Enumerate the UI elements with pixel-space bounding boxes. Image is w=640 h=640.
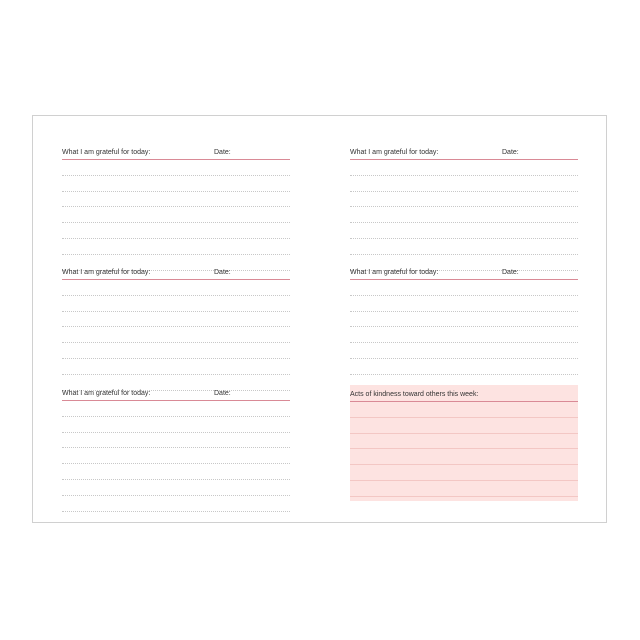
writing-line[interactable]: [62, 327, 290, 343]
writing-lines[interactable]: [350, 160, 578, 271]
writing-line[interactable]: [350, 312, 578, 328]
writing-line[interactable]: [350, 465, 578, 481]
gratitude-prompt: What I am grateful for today:: [62, 390, 151, 397]
writing-line[interactable]: [62, 343, 290, 359]
writing-lines[interactable]: [350, 280, 578, 391]
gratitude-entry-3: [62, 384, 290, 512]
writing-line[interactable]: [62, 239, 290, 255]
gratitude-prompt: What I am grateful for today:: [350, 149, 439, 156]
writing-line[interactable]: [350, 402, 578, 418]
entry-header: [350, 263, 578, 280]
kindness-prompt: Acts of kindness toward others this week:: [350, 391, 479, 398]
gratitude-entry-4: [350, 143, 578, 271]
writing-line[interactable]: [350, 207, 578, 223]
gratitude-entry-1: [62, 143, 290, 271]
writing-lines[interactable]: [62, 401, 290, 512]
writing-line[interactable]: [350, 359, 578, 375]
writing-line[interactable]: [350, 280, 578, 296]
writing-line[interactable]: [62, 464, 290, 480]
entry-header: [350, 143, 578, 160]
journal-spread: [32, 115, 607, 523]
writing-line[interactable]: [350, 434, 578, 450]
writing-line[interactable]: [350, 343, 578, 359]
gratitude-entry-2: [62, 263, 290, 391]
writing-line[interactable]: [350, 296, 578, 312]
gratitude-prompt: What I am grateful for today:: [350, 269, 439, 276]
date-label: Date:: [214, 269, 231, 276]
writing-line[interactable]: [62, 280, 290, 296]
writing-line[interactable]: [62, 312, 290, 328]
writing-line[interactable]: [350, 176, 578, 192]
writing-line[interactable]: [62, 207, 290, 223]
writing-line[interactable]: [62, 223, 290, 239]
writing-lines[interactable]: [62, 280, 290, 391]
entry-header: [62, 143, 290, 160]
kindness-header: [350, 385, 578, 402]
date-label: Date:: [502, 269, 519, 276]
writing-line[interactable]: [62, 480, 290, 496]
writing-line[interactable]: [350, 418, 578, 434]
writing-line[interactable]: [62, 296, 290, 312]
writing-lines[interactable]: [62, 160, 290, 271]
gratitude-prompt: What I am grateful for today:: [62, 269, 151, 276]
entry-header: [62, 263, 290, 280]
writing-line[interactable]: [62, 496, 290, 512]
date-label: Date:: [214, 149, 231, 156]
writing-line[interactable]: [350, 192, 578, 208]
gratitude-entry-5: [350, 263, 578, 391]
date-label: Date:: [502, 149, 519, 156]
writing-line[interactable]: [62, 417, 290, 433]
gratitude-prompt: What I am grateful for today:: [62, 149, 151, 156]
writing-line[interactable]: [62, 359, 290, 375]
kindness-box: [350, 385, 578, 501]
writing-line[interactable]: [62, 433, 290, 449]
writing-line[interactable]: [350, 327, 578, 343]
date-label: Date:: [214, 390, 231, 397]
writing-line[interactable]: [350, 481, 578, 497]
writing-line[interactable]: [350, 160, 578, 176]
entry-header: [62, 384, 290, 401]
writing-line[interactable]: [62, 401, 290, 417]
writing-line[interactable]: [62, 192, 290, 208]
writing-line[interactable]: [62, 176, 290, 192]
kindness-lines[interactable]: [350, 402, 578, 497]
writing-line[interactable]: [62, 160, 290, 176]
writing-line[interactable]: [350, 449, 578, 465]
writing-line[interactable]: [62, 448, 290, 464]
writing-line[interactable]: [350, 223, 578, 239]
writing-line[interactable]: [350, 239, 578, 255]
